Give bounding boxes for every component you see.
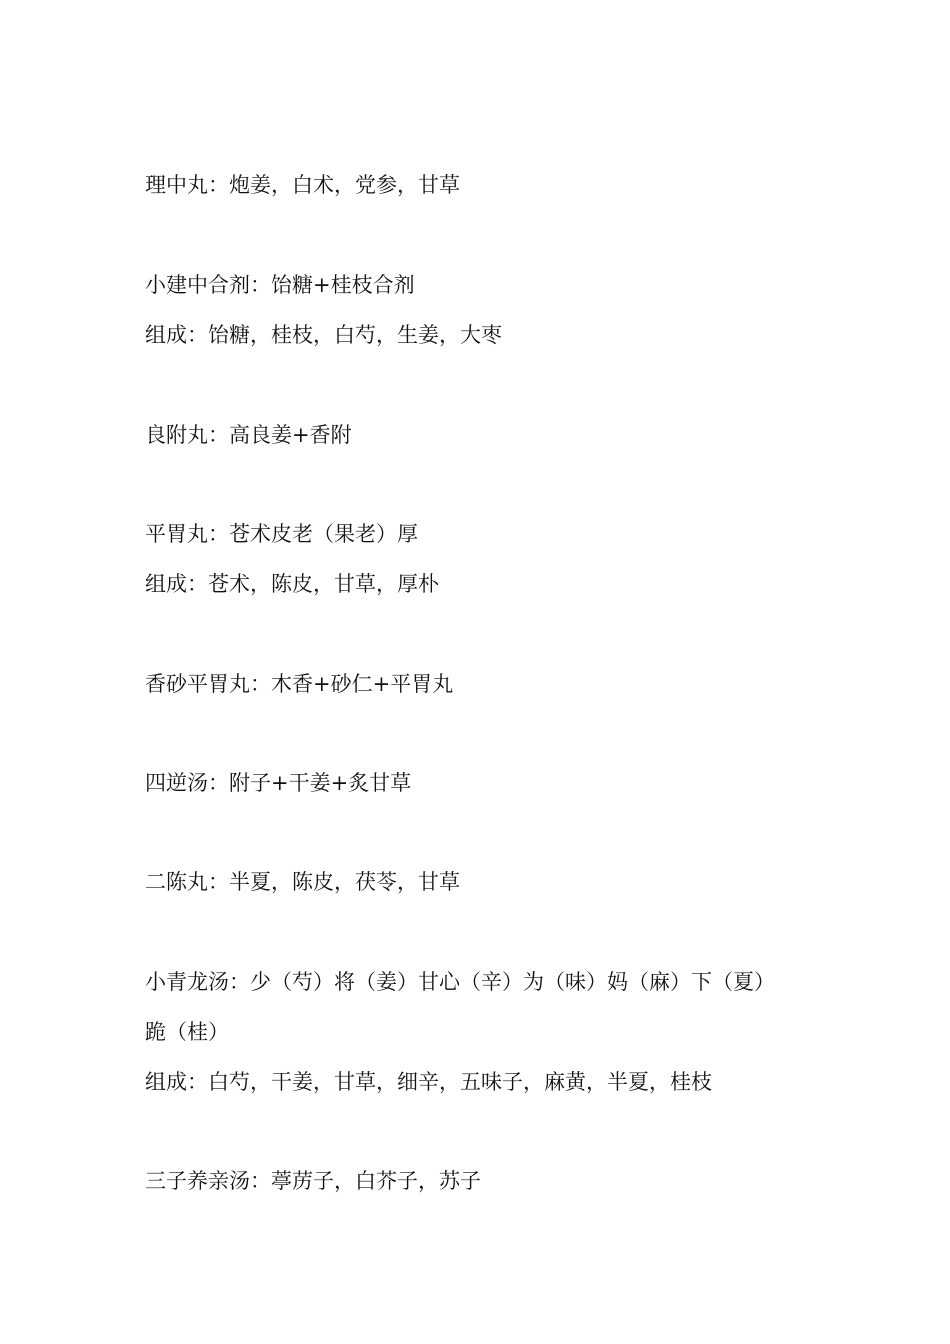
text-line-lizhongwan: 理中丸：炮姜，白术，党参，甘草	[145, 173, 460, 197]
text-line-xiaoqinglongtang-composition: 组成：白芍，干姜，甘草，细辛，五味子，麻黄，半夏，桂枝	[145, 1070, 712, 1094]
text-line-xiaojianzhong: 小建中合剂：饴糖+桂枝合剂	[145, 273, 415, 297]
text-line-xiaoqinglongtang-cont: 跪（桂）	[145, 1020, 229, 1044]
text-line-xiaoqinglongtang: 小青龙汤：少（芍）将（姜）甘心（辛）为（味）妈（麻）下（夏）	[145, 970, 775, 994]
text-line-xiaojianzhong-composition: 组成：饴糖，桂枝，白芍，生姜，大枣	[145, 323, 502, 347]
text-line-xiangsha-pingweiwan: 香砂平胃丸：木香+砂仁+平胃丸	[145, 672, 454, 696]
text-line-sanziyangqintang: 三子养亲汤：葶苈子，白芥子，苏子	[145, 1169, 481, 1193]
text-line-sinitang: 四逆汤：附子+干姜+炙甘草	[145, 771, 412, 795]
text-line-pingweiwan-composition: 组成：苍术，陈皮，甘草，厚朴	[145, 572, 439, 596]
text-line-liangfuwan: 良附丸：高良姜+香附	[145, 423, 352, 447]
text-line-pingweiwan: 平胃丸：苍术皮老（果老）厚	[145, 522, 418, 546]
text-line-erchenwan: 二陈丸：半夏，陈皮，茯苓，甘草	[145, 870, 460, 894]
